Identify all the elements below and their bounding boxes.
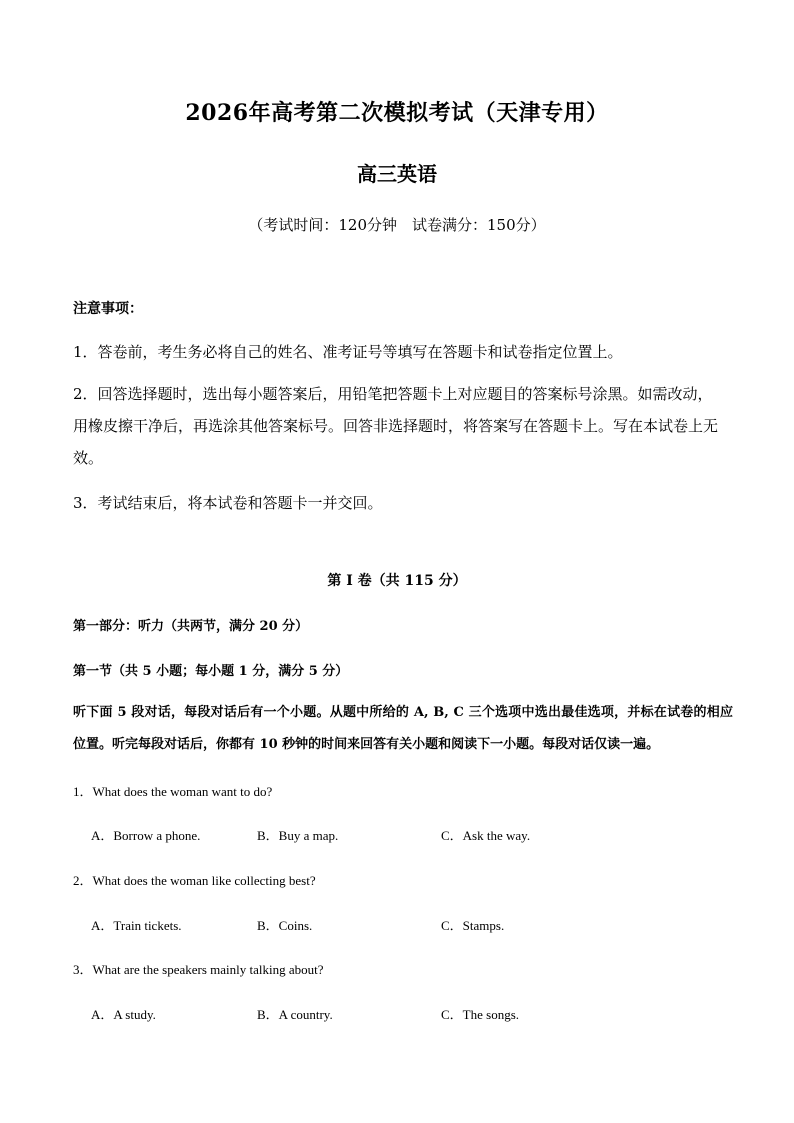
listening-instructions: 听下面 5 段对话，每段对话后有一个小题。从题中所给的 A, B, C 三个选项中选出最佳选项，并标在试卷的相应位置。听完每段对话后，你都有 10 秒钟的时间来回答有关小题和阅读下一小题。每段对话仅读一遍。 — [73, 705, 733, 752]
question-2-option-c: C．Stamps. — [441, 918, 505, 933]
question-1-option-c: C．Ask the way. — [441, 828, 531, 843]
question-3-option-c: C．The songs. — [441, 1007, 520, 1022]
question-1-option-a: A．Borrow a phone. — [91, 828, 201, 843]
question-2-option-b: B．Coins. — [257, 918, 313, 933]
notice-item-3: 3．考试结束后，将本试卷和答题卡一并交回。 — [73, 494, 383, 512]
part-heading: 第一部分：听力（共两节，满分 20 分） — [73, 619, 309, 634]
exam-subject: 高三英语 — [357, 162, 437, 186]
notice-item-1: 1．答卷前，考生务必将自己的姓名、准考证号等填写在答题卡和试卷指定位置上。 — [73, 343, 623, 361]
section-heading: 第一节（共 5 小题；每小题 1 分，满分 5 分） — [73, 664, 349, 679]
exam-title: 2026年高考第二次模拟考试（天津专用） — [185, 100, 609, 126]
question-3-option-a: A．A study. — [91, 1007, 156, 1022]
notice-item-2: 2．回答选择题时，选出每小题答案后，用铅笔把答题卡上对应题目的答案标号涂黑。如需改动，用橡皮擦干净后，再选涂其他答案标号。回答非选择题时，将答案写在答题卡上。写在本试卷上无效。 — [73, 385, 719, 467]
question-2: 2．What does the woman like collecting best? — [73, 873, 316, 888]
question-2-option-a: A．Train tickets. — [91, 918, 182, 933]
question-3: 3．What are the speakers mainly talking about? — [73, 962, 324, 977]
question-1: 1．What does the woman want to do? — [73, 784, 273, 799]
exam-time-and-score: （考试时间：120分钟 试卷满分：150分） — [248, 216, 546, 234]
question-3-option-b: B．A country. — [257, 1007, 333, 1022]
question-1-option-b: B．Buy a map. — [257, 828, 339, 843]
notice-heading: 注意事项： — [73, 301, 143, 317]
volume-title: 第 Ⅰ 卷（共 115 分） — [327, 573, 467, 589]
